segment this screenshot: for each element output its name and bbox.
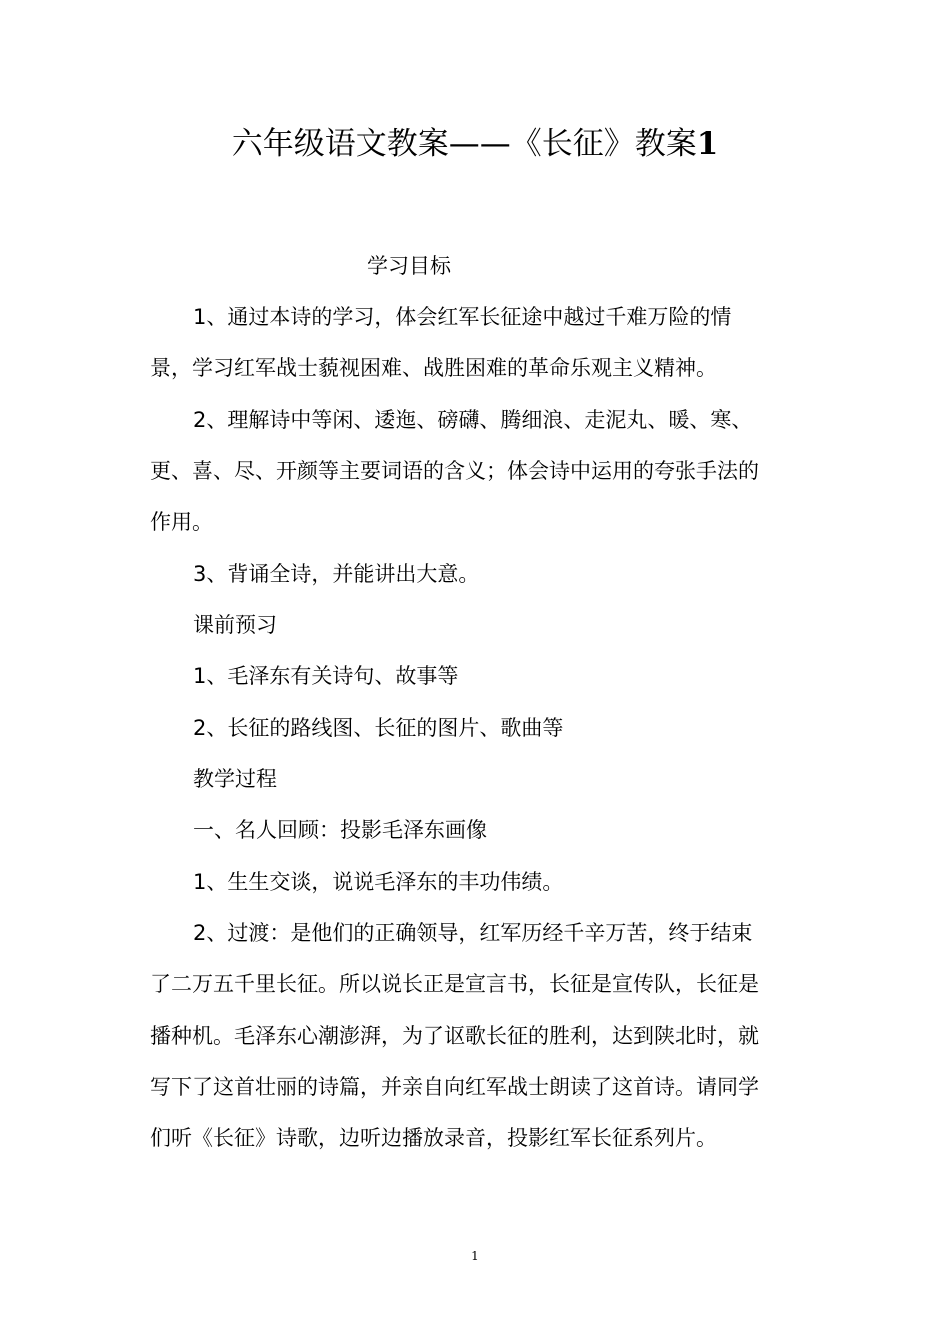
paragraph-step-1-item-2-line-2: 了二万五千里长征。所以说长正是宣言书，长征是宣传队，长征是	[150, 972, 759, 996]
paragraph-step-1-item-2-line-1: 2、过渡：是他们的正确领导，红军历经千辛万苦，终于结束	[193, 921, 753, 945]
paragraph-goal-1-line-1: 1、通过本诗的学习，体会红军长征途中越过千难万险的情	[193, 305, 732, 329]
page-number: 1	[471, 1249, 479, 1263]
paragraph-preview-1: 1、毛泽东有关诗句、故事等	[193, 664, 459, 688]
section-heading-process: 教学过程	[193, 767, 277, 791]
paragraph-step-1-item-2-line-5: 们听《长征》诗歌，边听边播放录音，投影红军长征系列片。	[150, 1126, 717, 1150]
paragraph-goal-2-line-2: 更、喜、尽、开颜等主要词语的含义；体会诗中运用的夸张手法的	[150, 459, 759, 483]
title-number: 1	[696, 126, 719, 162]
document-title	[0, 120, 950, 168]
paragraph-goal-3: 3、背诵全诗，并能讲出大意。	[193, 562, 480, 586]
title-text: 六年级语文教案——《长征》教案	[231, 126, 697, 162]
paragraph-preview-2: 2、长征的路线图、长征的图片、歌曲等	[193, 716, 564, 740]
section-heading-goals: 学习目标	[367, 254, 451, 278]
section-heading-preview: 课前预习	[193, 613, 277, 637]
paragraph-step-1-item-2-line-3: 播种机。毛泽东心潮澎湃，为了讴歌长征的胜利，达到陕北时，就	[150, 1024, 759, 1048]
paragraph-step-1-item-2-line-4: 写下了这首壮丽的诗篇，并亲自向红军战士朗读了这首诗。请同学	[150, 1075, 759, 1099]
paragraph-step-1-heading: 一、名人回顾：投影毛泽东画像	[193, 818, 487, 842]
paragraph-goal-2-line-3: 作用。	[150, 510, 213, 534]
paragraph-goal-2-line-1: 2、理解诗中等闲、逶迤、磅礴、腾细浪、走泥丸、暖、寒、	[193, 408, 753, 432]
paragraph-step-1-item-1: 1、生生交谈，说说毛泽东的丰功伟绩。	[193, 870, 564, 894]
paragraph-goal-1-line-2: 景，学习红军战士藐视困难、战胜困难的革命乐观主义精神。	[150, 356, 717, 380]
